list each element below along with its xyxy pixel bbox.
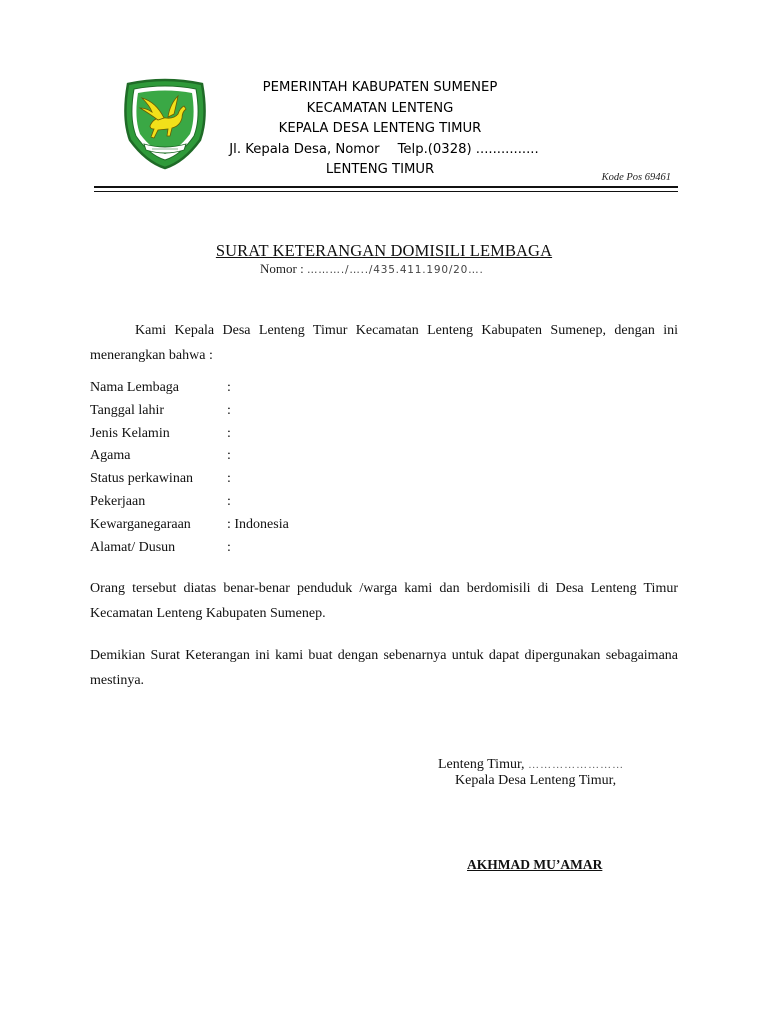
- letterhead: [215, 78, 545, 181]
- field-value: :: [227, 402, 231, 418]
- postal-code: Kode Pos 69461: [601, 172, 671, 183]
- signature-place-date: [438, 757, 624, 773]
- opening-paragraph: Kami Kepala Desa Lenteng Timur Kecamatan Lenteng Kabupaten Sumenep, dengan ini menerangkan bahwa :: [90, 323, 678, 363]
- field-row: [90, 514, 289, 537]
- statement-paragraph: Orang tersebut diatas benar-benar penduduk /warga kami dan berdomisili di Desa Lenteng Timur Kecamatan Lenteng Kabupaten Sumenep.: [90, 581, 678, 621]
- field-label: Agama: [90, 448, 131, 464]
- document-number-value: ………./…../435.411.190/20….: [306, 264, 484, 276]
- letterhead-regency: PEMERINTAH KABUPATEN SUMENEP: [262, 80, 498, 95]
- signature-position: Kepala Desa Lenteng Timur,: [455, 773, 617, 788]
- letterhead-village-head: KEPALA DESA LENTENG TIMUR: [278, 121, 482, 136]
- field-row: [90, 423, 289, 446]
- field-row: [90, 491, 289, 514]
- field-label: Alamat/ Dusun: [90, 539, 176, 555]
- letterhead-address-line: [223, 140, 545, 161]
- letterhead-district: KECAMATAN LENTENG: [306, 100, 454, 116]
- field-label: Jenis Kelamin: [90, 425, 170, 441]
- letterhead-village: LENTENG TIMUR: [325, 162, 435, 177]
- document-number: [260, 261, 484, 277]
- field-value: :: [227, 539, 231, 555]
- field-value: :: [227, 380, 231, 395]
- field-row: [90, 537, 289, 560]
- field-row: [90, 468, 289, 491]
- field-value: : Indonesia: [227, 516, 289, 532]
- field-value: :: [227, 471, 231, 487]
- field-row: [90, 400, 289, 423]
- signature-date-placeholder: ……………………: [528, 759, 625, 771]
- signatory-name: AKHMAD MU’AMAR: [467, 857, 603, 872]
- letterhead-divider-thick: [94, 186, 678, 188]
- letterhead-divider-thin: [94, 191, 678, 192]
- field-row: [90, 377, 289, 400]
- letterhead-phone: Telp.(0328) ...............: [397, 141, 539, 157]
- field-label: Pekerjaan: [90, 493, 146, 509]
- identity-fields: [90, 377, 289, 559]
- field-value: :: [227, 448, 231, 464]
- document-title: SURAT KETERANGAN DOMISILI LEMBAGA: [215, 241, 553, 260]
- field-label: Kewarganegaraan: [90, 516, 191, 532]
- field-label: Status perkawinan: [90, 471, 194, 487]
- field-label: Nama Lembaga: [90, 380, 180, 395]
- field-row: [90, 445, 289, 468]
- field-label: Tanggal lahir: [90, 402, 165, 418]
- field-value: :: [227, 425, 231, 441]
- closing-paragraph: Demikian Surat Keterangan ini kami buat dengan sebenarnya untuk dapat dipergunakan sebagaimana mestinya.: [90, 648, 678, 688]
- document-number-label: Nomor :: [260, 261, 304, 276]
- pegasus-crest-icon: [120, 78, 210, 170]
- field-value: :: [227, 493, 231, 509]
- letterhead-address: Jl. Kepala Desa, Nomor: [229, 141, 380, 157]
- signature-place: Lenteng Timur,: [438, 757, 525, 772]
